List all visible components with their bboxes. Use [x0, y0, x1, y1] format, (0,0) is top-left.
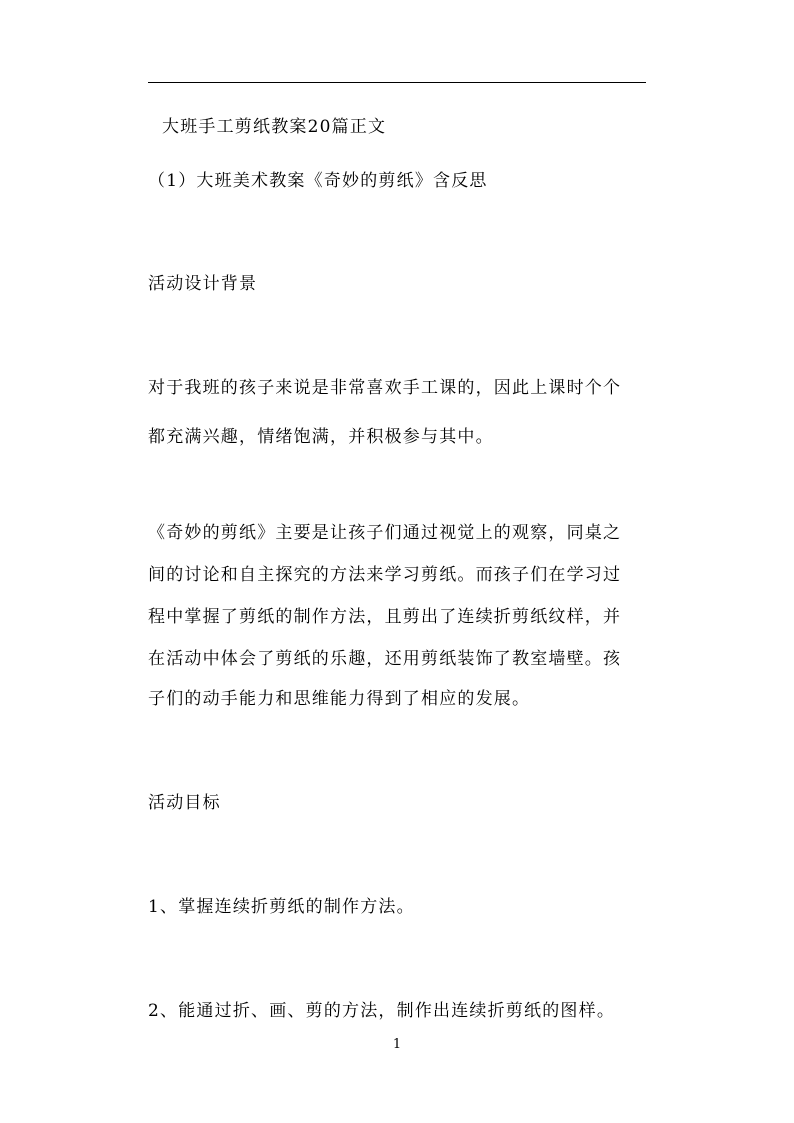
goal-item-2: 2、能通过折、画、剪的方法，制作出连续折剪纸的图样。 — [148, 1001, 616, 1021]
paragraph-line: 子们的动手能力和思维能力得到了相应的发展。 — [148, 689, 531, 709]
document-subtitle: （1）大班美术教案《奇妙的剪纸》含反思 — [148, 171, 488, 191]
goal-item-1: 1、掌握连续折剪纸的制作方法。 — [148, 897, 415, 917]
paragraph-line: 间的讨论和自主探究的方法来学习剪纸。而孩子们在学习过 — [148, 565, 622, 585]
header-rule — [148, 82, 646, 83]
paragraph-line: 都充满兴趣，情绪饱满，并积极参与其中。 — [148, 427, 494, 447]
page-number: 1 — [392, 1037, 402, 1052]
paragraph-line: 《奇妙的剪纸》主要是让孩子们通过视觉上的观察，同桌之 — [148, 523, 622, 543]
document-title: 大班手工剪纸教案20篇正文 — [162, 117, 387, 137]
section-heading-goals: 活动目标 — [148, 793, 221, 813]
paragraph-line: 在活动中体会了剪纸的乐趣，还用剪纸装饰了教室墙壁。孩 — [148, 649, 622, 669]
section-heading-background: 活动设计背景 — [148, 274, 258, 294]
paragraph-line: 对于我班的孩子来说是非常喜欢手工课的，因此上课时个个 — [148, 378, 622, 398]
paragraph-line: 程中掌握了剪纸的制作方法，且剪出了连续折剪纸纹样，并 — [148, 607, 622, 627]
